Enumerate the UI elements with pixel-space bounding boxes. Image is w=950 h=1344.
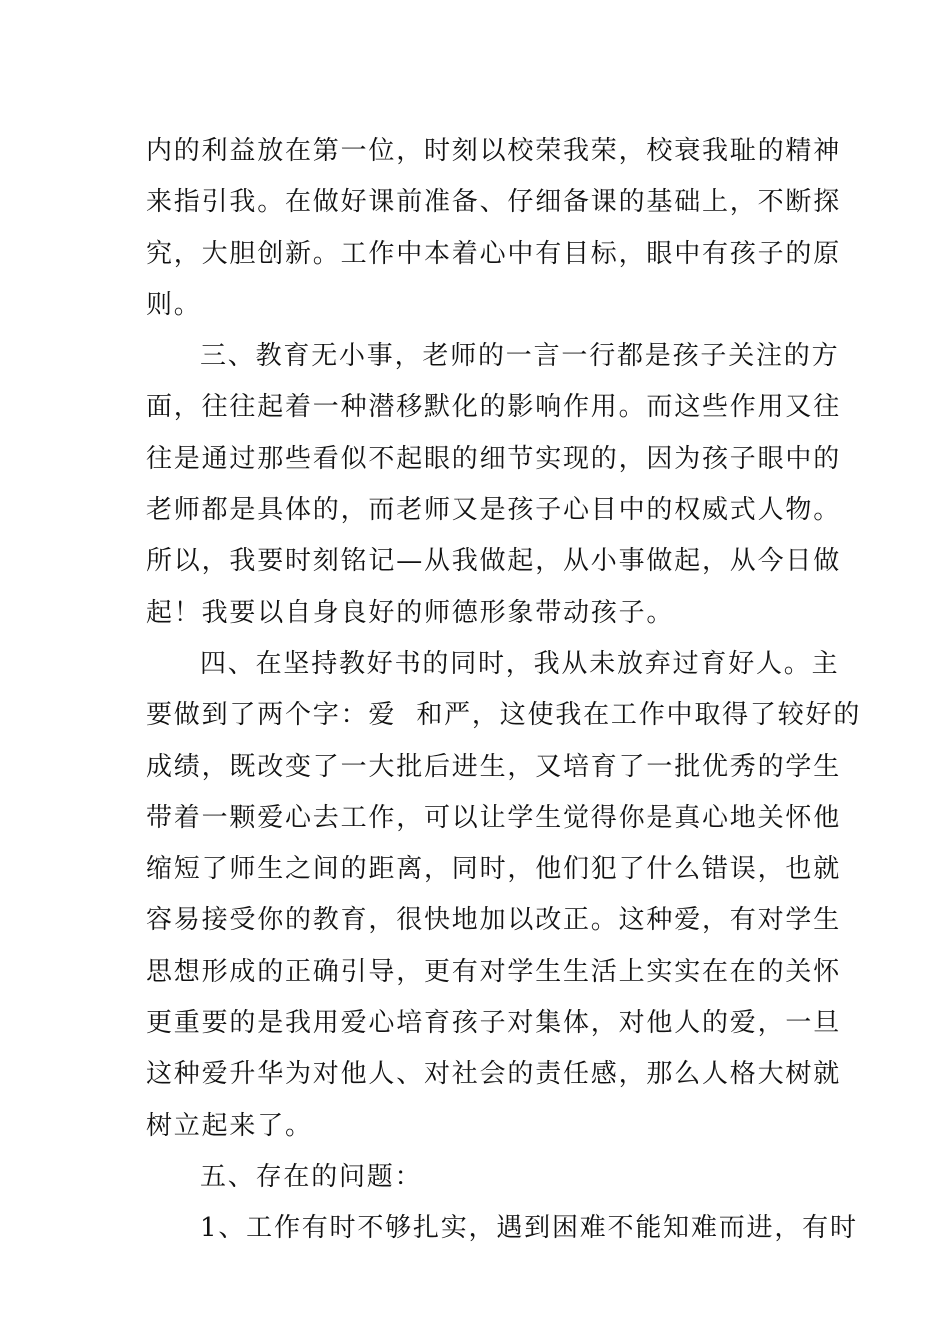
text-line: 更重要的是我用爱心培育孩子对集体，对他人的爱，一旦	[146, 1008, 842, 1039]
text-line: 则。	[146, 289, 202, 320]
text-line: 来指引我。在做好课前准备、仔细备课的基础上，不断探	[146, 187, 842, 218]
text-line: 要做到了两个字：爱 和严，这使我在工作中取得了较好的	[146, 700, 862, 731]
text-line: 容易接受你的教育，很快地加以改正。这种爱，有对学生	[146, 905, 842, 936]
text-line: 内的利益放在第一位，时刻以校荣我荣，校衰我耻的精神	[146, 136, 842, 166]
text-line: 老师都是具体的，而老师又是孩子心目中的权威式人物。	[146, 495, 842, 526]
text-line: 面，往往起着一种潜移默化的影响作用。而这些作用又往	[146, 392, 842, 423]
body-text	[146, 126, 862, 1255]
text-line: 缩短了师生之间的距离，同时，他们犯了什么错误，也就	[146, 854, 842, 885]
text-line: 往是通过那些看似不起眼的细节实现的，因为孩子眼中的	[146, 443, 842, 474]
text-line: 这种爱升华为对他人、对社会的责任感，那么人格大树就	[146, 1059, 842, 1090]
section-heading: 五、存在的问题：	[200, 1161, 423, 1192]
list-item: 1、工作有时不够扎实，遇到困难不能知难而进，有时	[200, 1213, 858, 1244]
text-line: 成绩，既改变了一大批后进生，又培育了一批优秀的学生	[146, 751, 842, 782]
paragraph-start-line: 四、在坚持教好书的同时，我从未放弃过育好人。主	[200, 648, 840, 679]
text-line: 树立起来了。	[146, 1110, 313, 1141]
text-line: 所以，我要时刻铭记—从我做起，从小事做起，从今日做	[146, 546, 842, 577]
text-line: 带着一颗爱心去工作，可以让学生觉得你是真心地关怀他	[146, 802, 842, 833]
text-line: 思想形成的正确引导，更有对学生生活上实实在在的关怀	[146, 956, 842, 987]
text-line: 究，大胆创新。工作中本着心中有目标，眼中有孩子的原	[146, 238, 842, 269]
paragraph-start-line: 三、教育无小事，老师的一言一行都是孩子关注的方	[200, 341, 840, 372]
text-line: 起！我要以自身良好的师德形象带动孩子。	[146, 597, 675, 628]
